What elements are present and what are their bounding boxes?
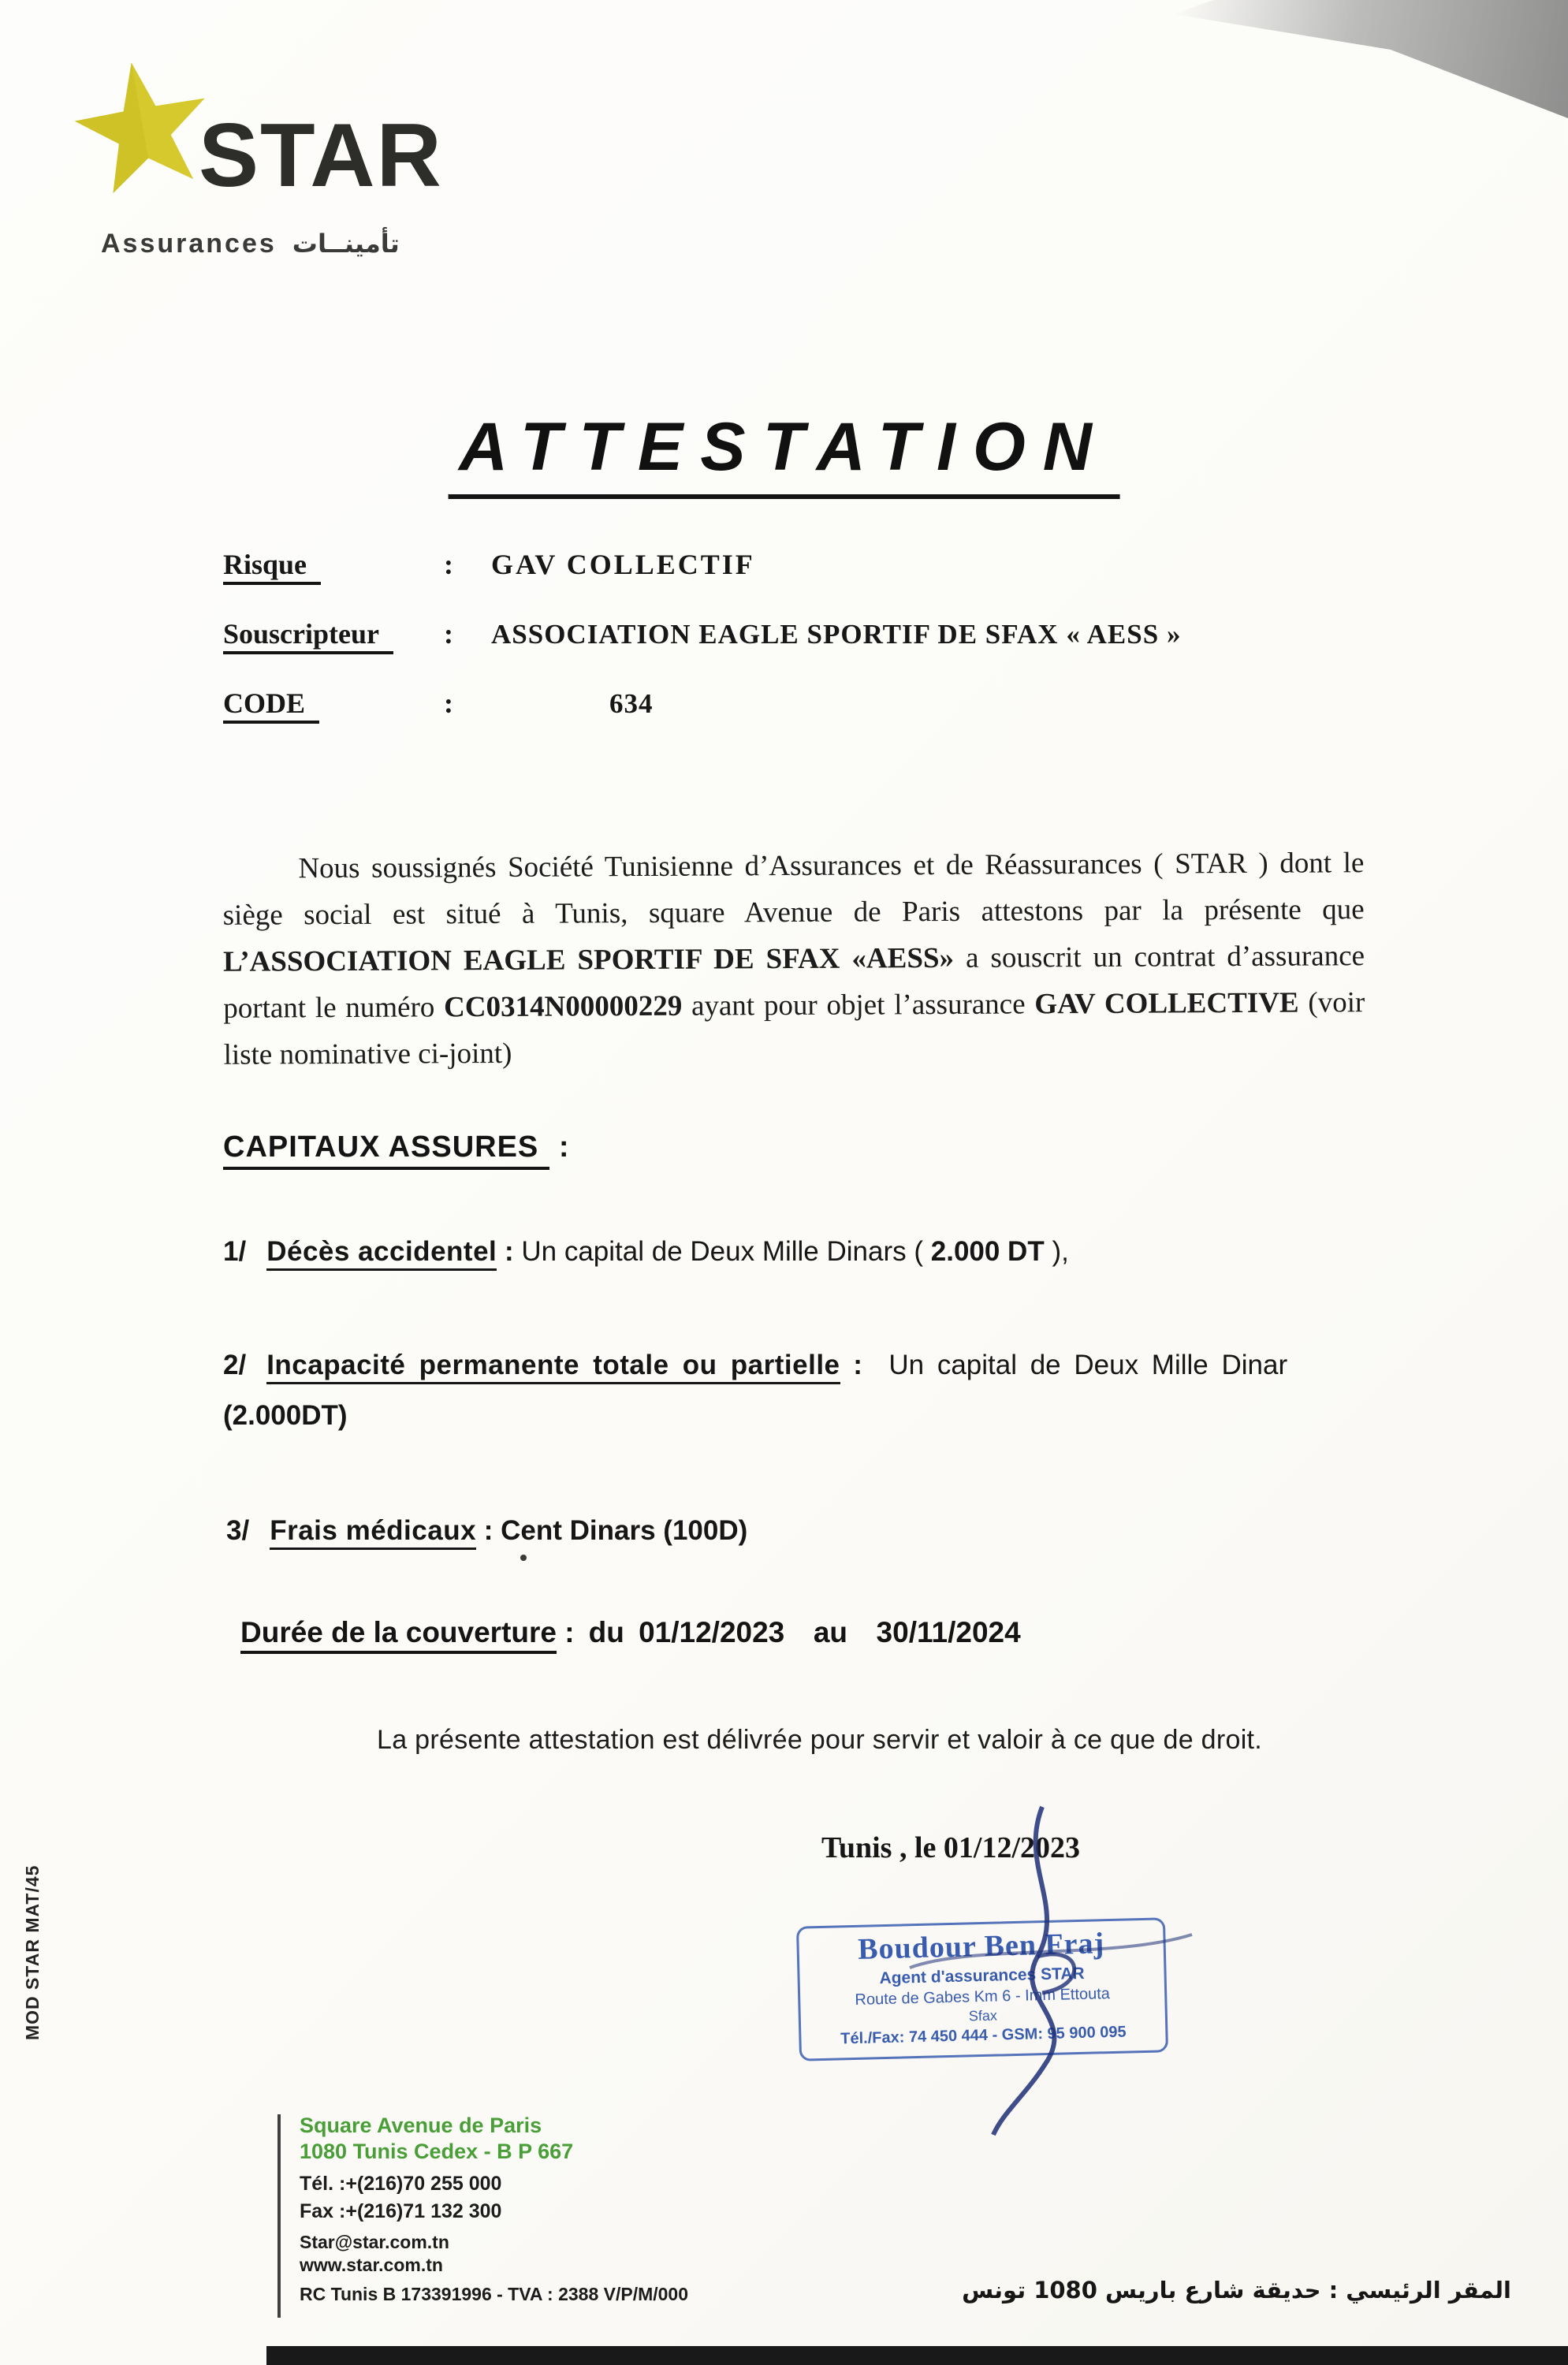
- capitaux-colon: :: [558, 1130, 570, 1164]
- item-number: 2/: [223, 1350, 247, 1380]
- capitaux-heading: [223, 1130, 570, 1164]
- field-label-text: CODE: [223, 687, 319, 724]
- field-value: GAV COLLECTIF: [491, 549, 755, 580]
- coverage-period: [240, 1616, 1021, 1649]
- item-line1: [223, 1350, 1382, 1381]
- item-amount: 2.000 DT: [930, 1236, 1045, 1267]
- footer-address-line1: Square Avenue de Paris: [300, 2114, 542, 2137]
- agent-phone: Tél./Fax: 74 450 444 - GSM: 95 900 095: [840, 2023, 1127, 2048]
- scan-edge-artifact: [266, 2346, 1568, 2365]
- item-number: 3/: [226, 1515, 250, 1546]
- paragraph-text: ayant pour objet l’assurance: [682, 988, 1035, 1022]
- item-label: Incapacité permanente totale ou partielle: [266, 1350, 840, 1384]
- brand-tagline-latin: Assurances: [101, 229, 277, 259]
- paragraph-text: Nous soussignés Société Tunisienne d’Assurances et de Réassurances ( STAR ) dont le siège social est situé à Tunis, square Avenue de Paris attestons par la présente que: [222, 847, 1365, 932]
- field-code: [223, 687, 1181, 726]
- field-label-text: Risque: [223, 549, 321, 585]
- contract-number: CC0314N00000229: [443, 989, 683, 1024]
- item-separator: :: [476, 1515, 501, 1546]
- agent-city: Sfax: [968, 2007, 998, 2024]
- agent-name: Boudour Ben Fraj: [857, 1927, 1105, 1966]
- paragraph-text: (voir liste nominative ci-joint): [223, 986, 1365, 1071]
- field-label: [223, 687, 444, 720]
- item-amount: Cent Dinars (100D): [501, 1515, 748, 1546]
- form-reference: MOD STAR MAT/45: [22, 1864, 43, 2040]
- insurance-type: GAV COLLECTIVE: [1034, 986, 1299, 1021]
- capital-item-incapacite: [223, 1350, 1382, 1432]
- item-text: Un capital de Deux Mille Dinars (: [521, 1236, 931, 1267]
- field-value: ASSOCIATION EAGLE SPORTIF DE SFAX « AESS »: [491, 619, 1182, 650]
- scan-shadow-artifact: [1174, 0, 1568, 118]
- footer-registration: RC Tunis B 173391996 - TVA : 2388 V/P/M/000: [300, 2284, 689, 2304]
- brand-tagline: [101, 229, 400, 259]
- field-label: [223, 548, 444, 581]
- coverage-label: Durée de la couverture: [240, 1616, 557, 1654]
- date-line: Tunis , le 01/12/2023: [821, 1831, 1081, 1864]
- paragraph-text: a souscrit un contrat d’assurance portant le numéro: [223, 940, 1365, 1025]
- item-text: Un capital de Deux Mille Dinar: [862, 1350, 1288, 1380]
- coverage-colon: :: [556, 1616, 575, 1648]
- capital-item-deces: [223, 1236, 1382, 1268]
- footer-block: [300, 2113, 688, 2305]
- footer-hq-arabic: المقر الرئيسي : حديقة شارع باريس 1080 تونس: [962, 2277, 1511, 2304]
- agent-stamp: [796, 1917, 1168, 2061]
- footer-phone: Tél. :+(216)70 255 000: [300, 2173, 502, 2195]
- field-colon: :: [444, 687, 453, 719]
- field-colon: :: [444, 618, 453, 650]
- field-label-text: Souscripteur: [223, 618, 393, 654]
- item-label: Décès accidentel: [266, 1236, 497, 1271]
- closing-statement: La présente attestation est délivrée pour servir et valoir à ce que de droit.: [377, 1725, 1263, 1755]
- page-title: ATTESTATION: [448, 408, 1120, 499]
- item-tail: ),: [1044, 1236, 1069, 1267]
- header-fields: [223, 548, 1181, 756]
- item-number: 1/: [223, 1236, 247, 1267]
- association-name: L’ASSOCIATION EAGLE SPORTIF DE SFAX «AESS»: [222, 941, 955, 978]
- footer-divider: [277, 2114, 281, 2318]
- footer-website: www.star.com.tn: [300, 2255, 443, 2275]
- field-souscripteur: [223, 617, 1181, 657]
- attestation-paragraph: [222, 840, 1365, 1078]
- field-value: 634: [609, 688, 654, 719]
- field-risque: [223, 548, 1181, 587]
- brand-tagline-arabic: تأمينــات: [292, 229, 400, 259]
- footer-email: Star@star.com.tn: [300, 2232, 449, 2252]
- item-amount: (2.000DT): [223, 1400, 348, 1431]
- item-label: Frais médicaux: [270, 1515, 476, 1550]
- capitaux-heading-text: CAPITAUX ASSURES: [223, 1130, 549, 1170]
- item-separator: :: [840, 1350, 862, 1380]
- brand-name: STAR: [199, 106, 443, 206]
- footer-fax: Fax :+(216)71 132 300: [300, 2200, 502, 2222]
- capital-item-frais: [226, 1515, 1385, 1547]
- footer-address-line2: 1080 Tunis Cedex - B P 667: [300, 2140, 574, 2163]
- field-label: [223, 617, 444, 650]
- agent-address: Route de Gabes Km 6 - Imm Ettouta: [855, 1985, 1111, 2009]
- scan-speck-artifact: [520, 1555, 527, 1561]
- item-separator: :: [497, 1236, 522, 1267]
- coverage-dates: du 01/12/2023 au 30/11/2024: [588, 1616, 1021, 1648]
- field-colon: :: [444, 549, 453, 580]
- agent-role: Agent d'assurances STAR: [879, 1964, 1085, 1988]
